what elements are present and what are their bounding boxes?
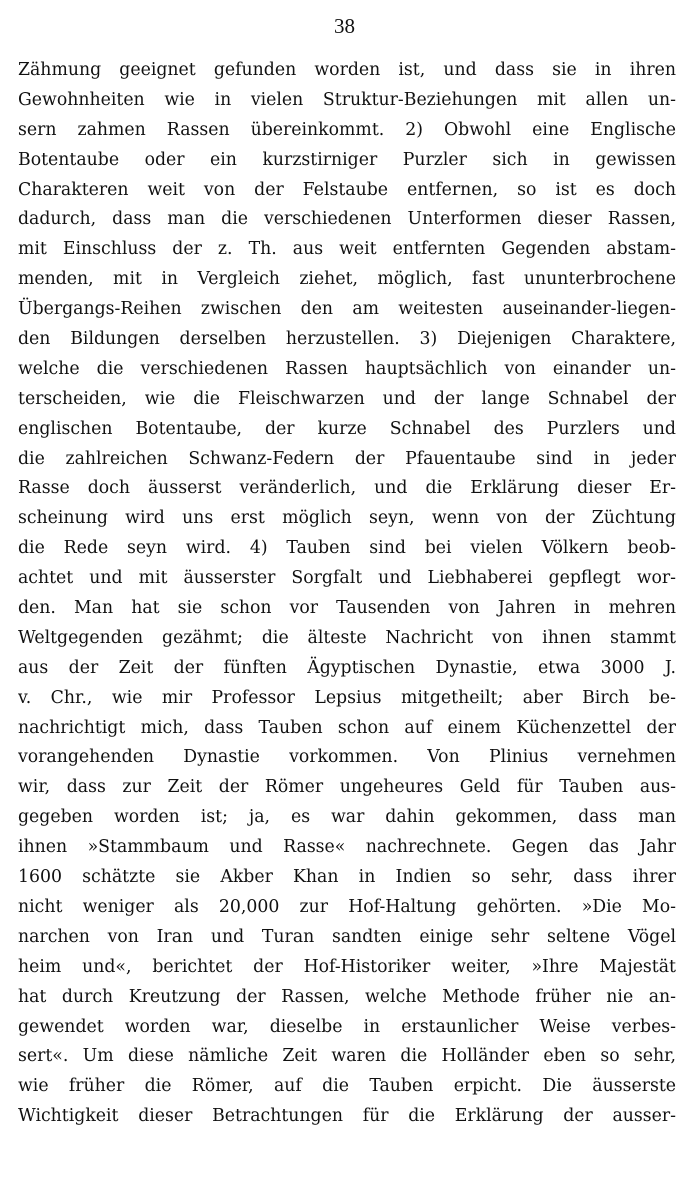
text-line: aus der Zeit der fünften Ägyptischen Dynastie, etwa 3000 J.: [18, 657, 676, 678]
text-line: heim und«, berichtet der Hof-Historiker weiter, »Ihre Majestät: [18, 956, 676, 977]
body-text: [18, 56, 676, 1132]
text-line: wie früher die Römer, auf die Tauben erpicht. Die äusserste: [18, 1076, 676, 1097]
text-line: gegeben worden ist; ja, es war dahin gekommen, dass man: [18, 807, 676, 828]
text-line: die Rede seyn wird. 4) Tauben sind bei vielen Völkern beob-: [18, 538, 676, 559]
text-line: achtet und mit äusserster Sorgfalt und Liebhaberei gepflegt wor-: [18, 568, 676, 589]
text-line: welche die verschiedenen Rassen hauptsächlich von einander un-: [18, 358, 676, 379]
text-line: v. Chr., wie mir Professor Lepsius mitgetheilt; aber Birch be-: [18, 687, 676, 708]
text-line: Botentaube oder ein kurzstirniger Purzler sich in gewissen: [18, 149, 676, 170]
text-line: Charakteren weit von der Felstaube entfernen, so ist es doch: [18, 179, 676, 200]
text-line: Zähmung geeignet gefunden worden ist, und dass sie in ihren: [18, 60, 676, 80]
text-line: Gewohnheiten wie in vielen Struktur-Beziehungen mit allen un-: [18, 89, 676, 110]
text-line: nicht weniger als 20,000 zur Hof-Haltung gehörten. »Die Mo-: [18, 896, 676, 917]
text-line: ihnen »Stammbaum und Rasse« nachrechnete. Gegen das Jahr: [18, 837, 676, 858]
page-number: 38: [334, 14, 355, 38]
text-line: die zahlreichen Schwanz-Federn der Pfauentaube sind in jeder: [18, 448, 676, 469]
text-line: nachrichtigt mich, dass Tauben schon auf einem Küchenzettel der: [18, 717, 676, 738]
text-line: den Bildungen derselben herzustellen. 3) Diejenigen Charaktere,: [18, 329, 676, 350]
text-line: mit Einschluss der z. Th. aus weit entfernten Gegenden abstam-: [18, 239, 676, 260]
text-line: Weltgegenden gezähmt; die älteste Nachricht von ihnen stammt: [18, 627, 676, 648]
text-line: narchen von Iran und Turan sandten einige sehr seltene Vögel: [18, 926, 676, 947]
text-line: terscheiden, wie die Fleischwarzen und der lange Schnabel der: [18, 388, 676, 409]
text-line: 1600 schätzte sie Akber Khan in Indien so sehr, dass ihrer: [18, 867, 676, 888]
text-line: hat durch Kreutzung der Rassen, welche Methode früher nie an-: [18, 986, 676, 1007]
text-line: scheinung wird uns erst möglich seyn, wenn von der Züchtung: [18, 508, 676, 529]
text-line: vorangehenden Dynastie vorkommen. Von Plinius vernehmen: [18, 747, 676, 768]
text-line: menden, mit in Vergleich ziehet, möglich, fast ununterbrochene: [18, 269, 676, 290]
text-line: Übergangs-Reihen zwischen den am weitesten auseinander-liegen-: [18, 299, 676, 320]
text-line: den. Man hat sie schon vor Tausenden von Jahren in mehren: [18, 598, 676, 619]
text-line: dadurch, dass man die verschiedenen Unterformen dieser Rassen,: [18, 209, 676, 230]
text-line: sert«. Um diese nämliche Zeit waren die Holländer eben so sehr,: [18, 1046, 676, 1067]
text-line: sern zahmen Rassen übereinkommt. 2) Obwohl eine Englische: [18, 119, 676, 140]
text-line: Rasse doch äusserst veränderlich, und die Erklärung dieser Er-: [18, 478, 676, 499]
text-line: englischen Botentaube, der kurze Schnabel des Purzlers und: [18, 418, 676, 439]
text-line: Wichtigkeit dieser Betrachtungen für die Erklärung der ausser-: [18, 1106, 676, 1127]
text-line: gewendet worden war, dieselbe in erstaunlicher Weise verbes-: [18, 1016, 676, 1037]
text-line: wir, dass zur Zeit der Römer ungeheures Geld für Tauben aus-: [18, 777, 676, 798]
